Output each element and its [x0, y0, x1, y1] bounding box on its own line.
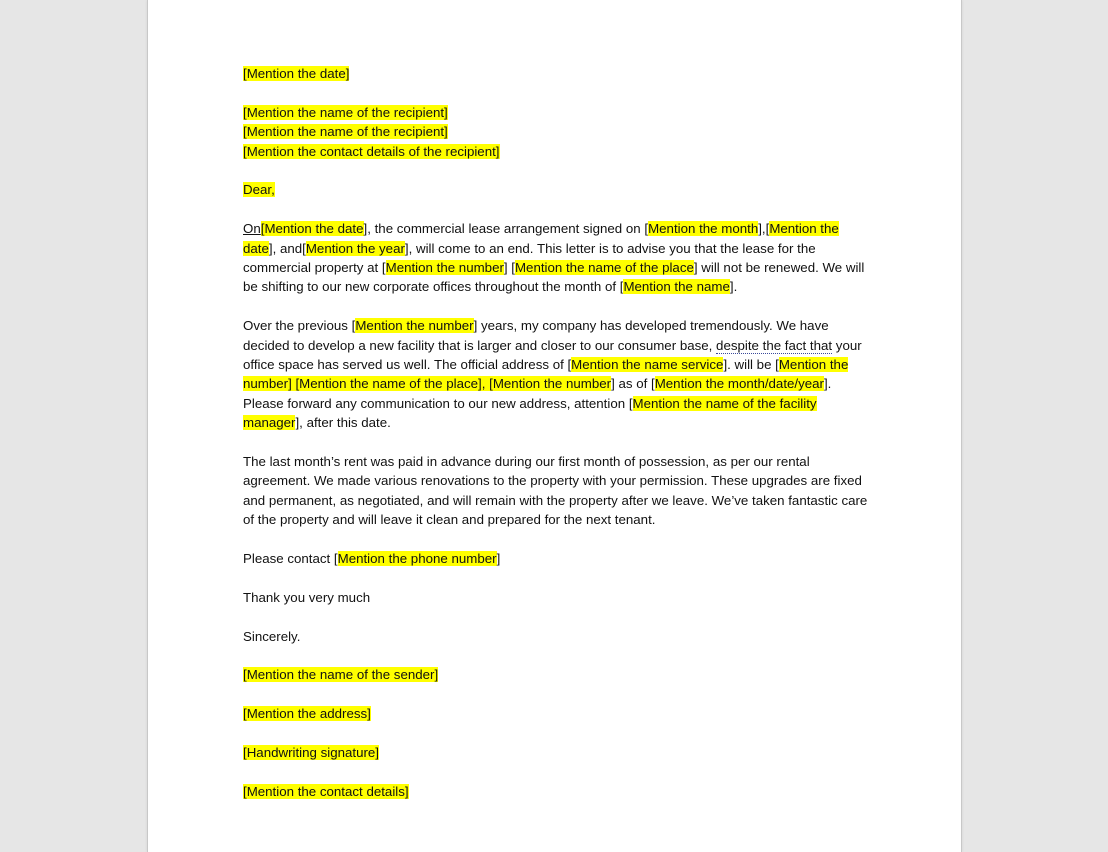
text-segment: ],[	[758, 221, 770, 237]
paragraph-lease-end	[243, 219, 873, 297]
text-segment: ]. Please forward any communication to our new address, attention [	[243, 376, 832, 411]
text-segment: ] [	[503, 260, 515, 276]
grammar-flagged-phrase[interactable]: despite the fact that	[716, 337, 833, 353]
contact-details-placeholder: [Mention the contact details]	[243, 783, 409, 799]
text-segment: ] years, my company has developed tremendously. We have decided to develop a new facility that is larger and closer to our consumer base,	[243, 318, 829, 353]
text-segment: ]	[496, 551, 501, 567]
date-placeholder: [Mention the date]	[243, 66, 350, 81]
recipient-name-line	[243, 103, 873, 122]
sender-placeholder: [Mention the name of the sender]	[243, 667, 439, 683]
address-placeholder: [Mention the address]	[243, 706, 371, 722]
paragraph-rent: The last month’s rent was paid in advance during our first month of possession, as per our rental agreement. We made various renovations to the property with your permission. These upgrades are fixed and permanent, as negotiated, and will remain with the property after we leave. We’ve taken fantastic care of the property and will leave it clean and prepared for the next tenant.	[243, 454, 868, 528]
text-segment: your office space has served us well. The official address of [	[243, 337, 862, 373]
date-line	[243, 64, 873, 83]
sender-line	[243, 665, 873, 684]
ph-place: Mention the name of the place	[514, 260, 694, 276]
ph-name: Mention the name	[623, 279, 730, 295]
ph-number: Mention the number	[355, 318, 474, 334]
letter-body[interactable]	[243, 64, 873, 801]
text-segment: ]. will be [	[723, 357, 779, 373]
recipient-name-line-2	[243, 122, 873, 141]
ph-facility-manager: Mention the name of the facility manager	[243, 395, 817, 431]
text-segment: Over the previous [	[243, 318, 356, 334]
text-segment: ] will not be renewed. We will be shifting to our new corporate offices throughout the month of [	[243, 260, 865, 295]
text-segment: ], after this date.	[295, 415, 391, 431]
address-line	[243, 704, 873, 723]
recipient-name-placeholder-2: [Mention the name of the recipient]	[243, 124, 448, 140]
ph-year: Mention the year	[305, 240, 405, 256]
on-word: On	[243, 221, 261, 237]
contact-line	[243, 549, 873, 568]
ph-service: Mention the name service	[571, 357, 724, 373]
thanks-line: Thank you very much	[243, 589, 371, 605]
signature-line	[243, 743, 873, 762]
paragraph-new-facility	[243, 316, 873, 432]
ph-month-date-year: Mention the month/date/year	[654, 376, 824, 392]
ph-address-parts: Mention the number] [Mention the name of the place], [Mention the number	[243, 357, 849, 392]
salutation	[243, 180, 873, 199]
document-page	[147, 0, 962, 852]
text-segment: Please contact [	[243, 551, 338, 567]
ph-phone: Mention the phone number	[337, 551, 497, 567]
recipient-contact-line	[243, 142, 873, 161]
text-segment: ] as of [	[611, 376, 655, 392]
ph-date: [Mention the date	[260, 221, 364, 237]
ph-number: Mention the number	[385, 260, 504, 276]
recipient-contact-placeholder: [Mention the contact details of the recipient]	[243, 143, 500, 159]
signature-placeholder: [Handwriting signature]	[243, 745, 379, 761]
recipient-name-placeholder: [Mention the name of the recipient]	[243, 104, 448, 120]
salutation-text: Dear,	[243, 182, 275, 198]
text-segment: ], will come to an end. This letter is to advise you that the lease for the commercial property at [	[243, 240, 816, 276]
text-segment: ], and[	[268, 240, 306, 256]
text-segment: ].	[729, 279, 738, 295]
ph-month: Mention the month	[648, 221, 759, 237]
text-segment: ], the commercial lease arrangement signed on [	[363, 221, 649, 237]
closing-line: Sincerely.	[243, 628, 301, 644]
contact-details-line	[243, 782, 873, 801]
ph-date-2: Mention the date	[243, 221, 839, 256]
